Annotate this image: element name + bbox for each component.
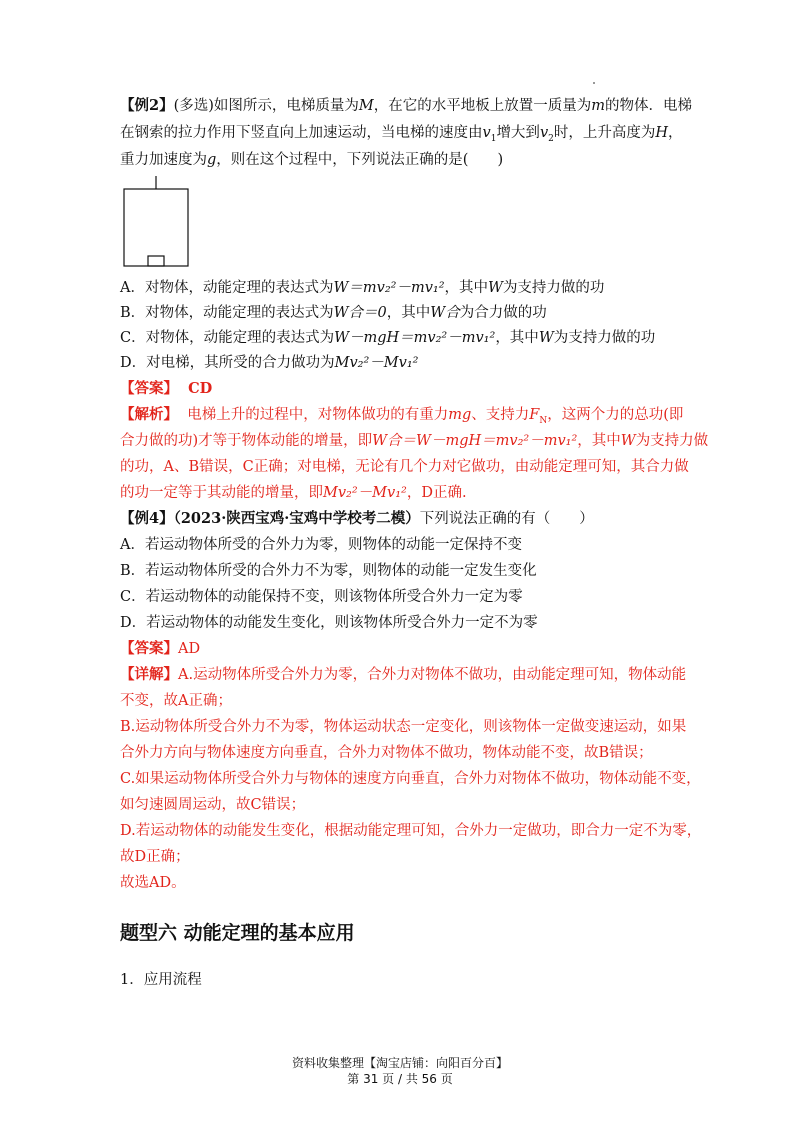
- var-m: m: [591, 98, 606, 114]
- option-d: [120, 353, 418, 373]
- item-application-flow: 1．应用流程: [120, 972, 202, 988]
- answer-ex2: [120, 379, 212, 399]
- analysis-text: ，这两个力的总功(即: [547, 407, 684, 423]
- detail-line9: 故选AD。: [120, 875, 186, 891]
- answer-value: CD: [188, 380, 213, 397]
- ex2-line3: [120, 150, 503, 170]
- analysis-text: 的功一定等于其动能的增量，即: [120, 485, 323, 501]
- var-H: H: [655, 125, 669, 141]
- formula: W＝mv₂²－mv₁²: [333, 280, 445, 296]
- analysis-text: ，其中: [577, 433, 621, 449]
- ex4-option-b: B．若运动物体所受的合外力不为零，则物体的动能一定发生变化: [120, 563, 537, 579]
- detail-line4: 合外力方向与物体速度方向垂直，合外力对物体不做功，物体动能不变，故B错误；: [120, 745, 653, 761]
- analysis-text: 、支持力: [471, 407, 530, 423]
- ex2-text: 的物体．电梯: [605, 98, 693, 114]
- footer-source: 资料收集整理【淘宝店铺：向阳百分百】: [291, 1056, 508, 1070]
- detail-line8: 故D正确；: [120, 849, 190, 865]
- var-W: W: [620, 433, 636, 449]
- ex4-title: [120, 509, 594, 529]
- answer-ex4: [120, 639, 200, 659]
- var-v: v: [482, 125, 491, 141]
- detail-line3: B.运动物体所受合外力不为零，物体运动状态一定变化，则该物体一定做变速运动，如果: [120, 719, 687, 735]
- var-W: W: [538, 330, 554, 346]
- ex2-text: (多选)如图所示，电梯质量为: [173, 98, 359, 114]
- ex4-option-a: A．若运动物体所受的合外力为零，则物体的动能一定保持不变: [120, 537, 522, 553]
- var-g: g: [207, 152, 217, 168]
- answer-label: 【答案】: [120, 380, 178, 397]
- ex4-source: （2023·陕西宝鸡·宝鸡中学校考二模）: [173, 510, 420, 527]
- option-text: ，其中: [444, 280, 489, 296]
- page-speck: [593, 82, 595, 84]
- formula: W合＝W－mgH＝mv₂²－mv₁²: [372, 433, 578, 449]
- sub: 2: [548, 133, 554, 144]
- var-W: W: [488, 280, 503, 296]
- analysis-line3: [120, 457, 689, 477]
- detail-label: 【详解】: [120, 666, 178, 683]
- ex2-text: ，: [668, 125, 683, 141]
- ex2-text: 重力加速度为: [120, 152, 207, 168]
- formula: Mv₂²－Mv₁²: [323, 485, 407, 501]
- var-M: M: [358, 98, 374, 114]
- option-text: 为合力做的功: [459, 305, 547, 321]
- formula: W合＝0: [333, 305, 387, 321]
- sub: 1: [490, 133, 497, 144]
- option-text: D．对电梯，其所受的合力做功为: [120, 355, 335, 371]
- detail-line6: 如匀速圆周运动，故C错误；: [120, 797, 306, 813]
- analysis-text: ，D正确.: [406, 485, 467, 501]
- analysis-text: 为支持力做: [635, 433, 709, 449]
- ex2-text: ，在它的水平地板上放置一质量为: [373, 98, 592, 114]
- ex2-tag: 【例2】: [120, 97, 174, 114]
- analysis-text: 电梯上升的过程中，对物体做功的有重力: [187, 407, 449, 423]
- analysis-text: 的功，A、B错误，C正确；对电梯，无论有几个力对它做功，由动能定理可知，其合力做: [120, 459, 689, 475]
- var-v: v: [539, 125, 549, 141]
- detail-line7: D.若运动物体的动能发生变化，根据动能定理可知，合外力一定做功，即合力一定不为零，: [120, 823, 702, 839]
- var-W: W合: [430, 305, 460, 321]
- ex4-question: 下列说法正确的有（ ）: [419, 511, 594, 527]
- detail-line5: C.如果运动物体所受合外力与物体的速度方向垂直，合外力对物体不做功，物体动能不变，: [120, 771, 701, 787]
- formula: W－mgH＝mv₂²－mv₁²: [334, 330, 496, 346]
- option-b: [120, 303, 547, 323]
- var-F: F: [529, 407, 540, 423]
- ex2-line2: [120, 123, 683, 143]
- analysis-line1: [120, 405, 683, 425]
- option-text: ，其中: [495, 330, 539, 346]
- section-heading: 题型六 动能定理的基本应用: [120, 922, 355, 944]
- analysis-line2: [120, 431, 708, 451]
- option-text: C．对物体，动能定理的表达式为: [120, 330, 335, 346]
- option-text: B．对物体，动能定理的表达式为: [120, 305, 334, 321]
- var-mg: mg: [448, 407, 472, 423]
- ex2-text: 时，上升高度为: [553, 125, 656, 141]
- analysis-text: 合力做的功)才等于物体动能的增量，即: [120, 433, 373, 449]
- ex2-line1: [120, 96, 692, 116]
- ex2-text: ，则在这个过程中，下列说法正确的是( ): [216, 152, 504, 168]
- detail-line2: 不变，故A正确；: [120, 693, 232, 709]
- detail-line1: [120, 665, 686, 685]
- option-text: 为支持力做的功: [502, 280, 605, 296]
- answer-label: 【答案】: [120, 640, 178, 657]
- sub: N: [539, 415, 548, 426]
- option-text: 为支持力做的功: [553, 330, 656, 346]
- option-c: [120, 328, 655, 348]
- answer-value: AD: [178, 641, 201, 657]
- analysis-label: 【解析】: [120, 406, 178, 423]
- ex4-option-c: C．若运动物体的动能保持不变，则该物体所受合外力一定为零: [120, 589, 523, 605]
- ex2-text: 在钢索的拉力作用下竖直向上加速运动，当电梯的速度由: [120, 125, 483, 141]
- ex4-tag: 【例4】: [120, 510, 174, 527]
- elevator-figure: [120, 176, 192, 270]
- option-text: ，其中: [386, 305, 431, 321]
- detail-text: A.运动物体所受合外力为零，合外力对物体不做功，由动能定理可知，物体动能: [178, 667, 687, 683]
- formula: Mv₂²－Mv₁²: [334, 355, 419, 371]
- option-a: [120, 278, 604, 298]
- ex4-option-d: D．若运动物体的动能发生变化，则该物体所受合外力一定不为零: [120, 615, 538, 631]
- option-text: A．对物体，动能定理的表达式为: [120, 280, 334, 296]
- ex2-text: 增大到: [496, 125, 540, 141]
- analysis-line4: [120, 483, 467, 503]
- footer-page-number: 第 31 页 / 共 56 页: [347, 1072, 453, 1086]
